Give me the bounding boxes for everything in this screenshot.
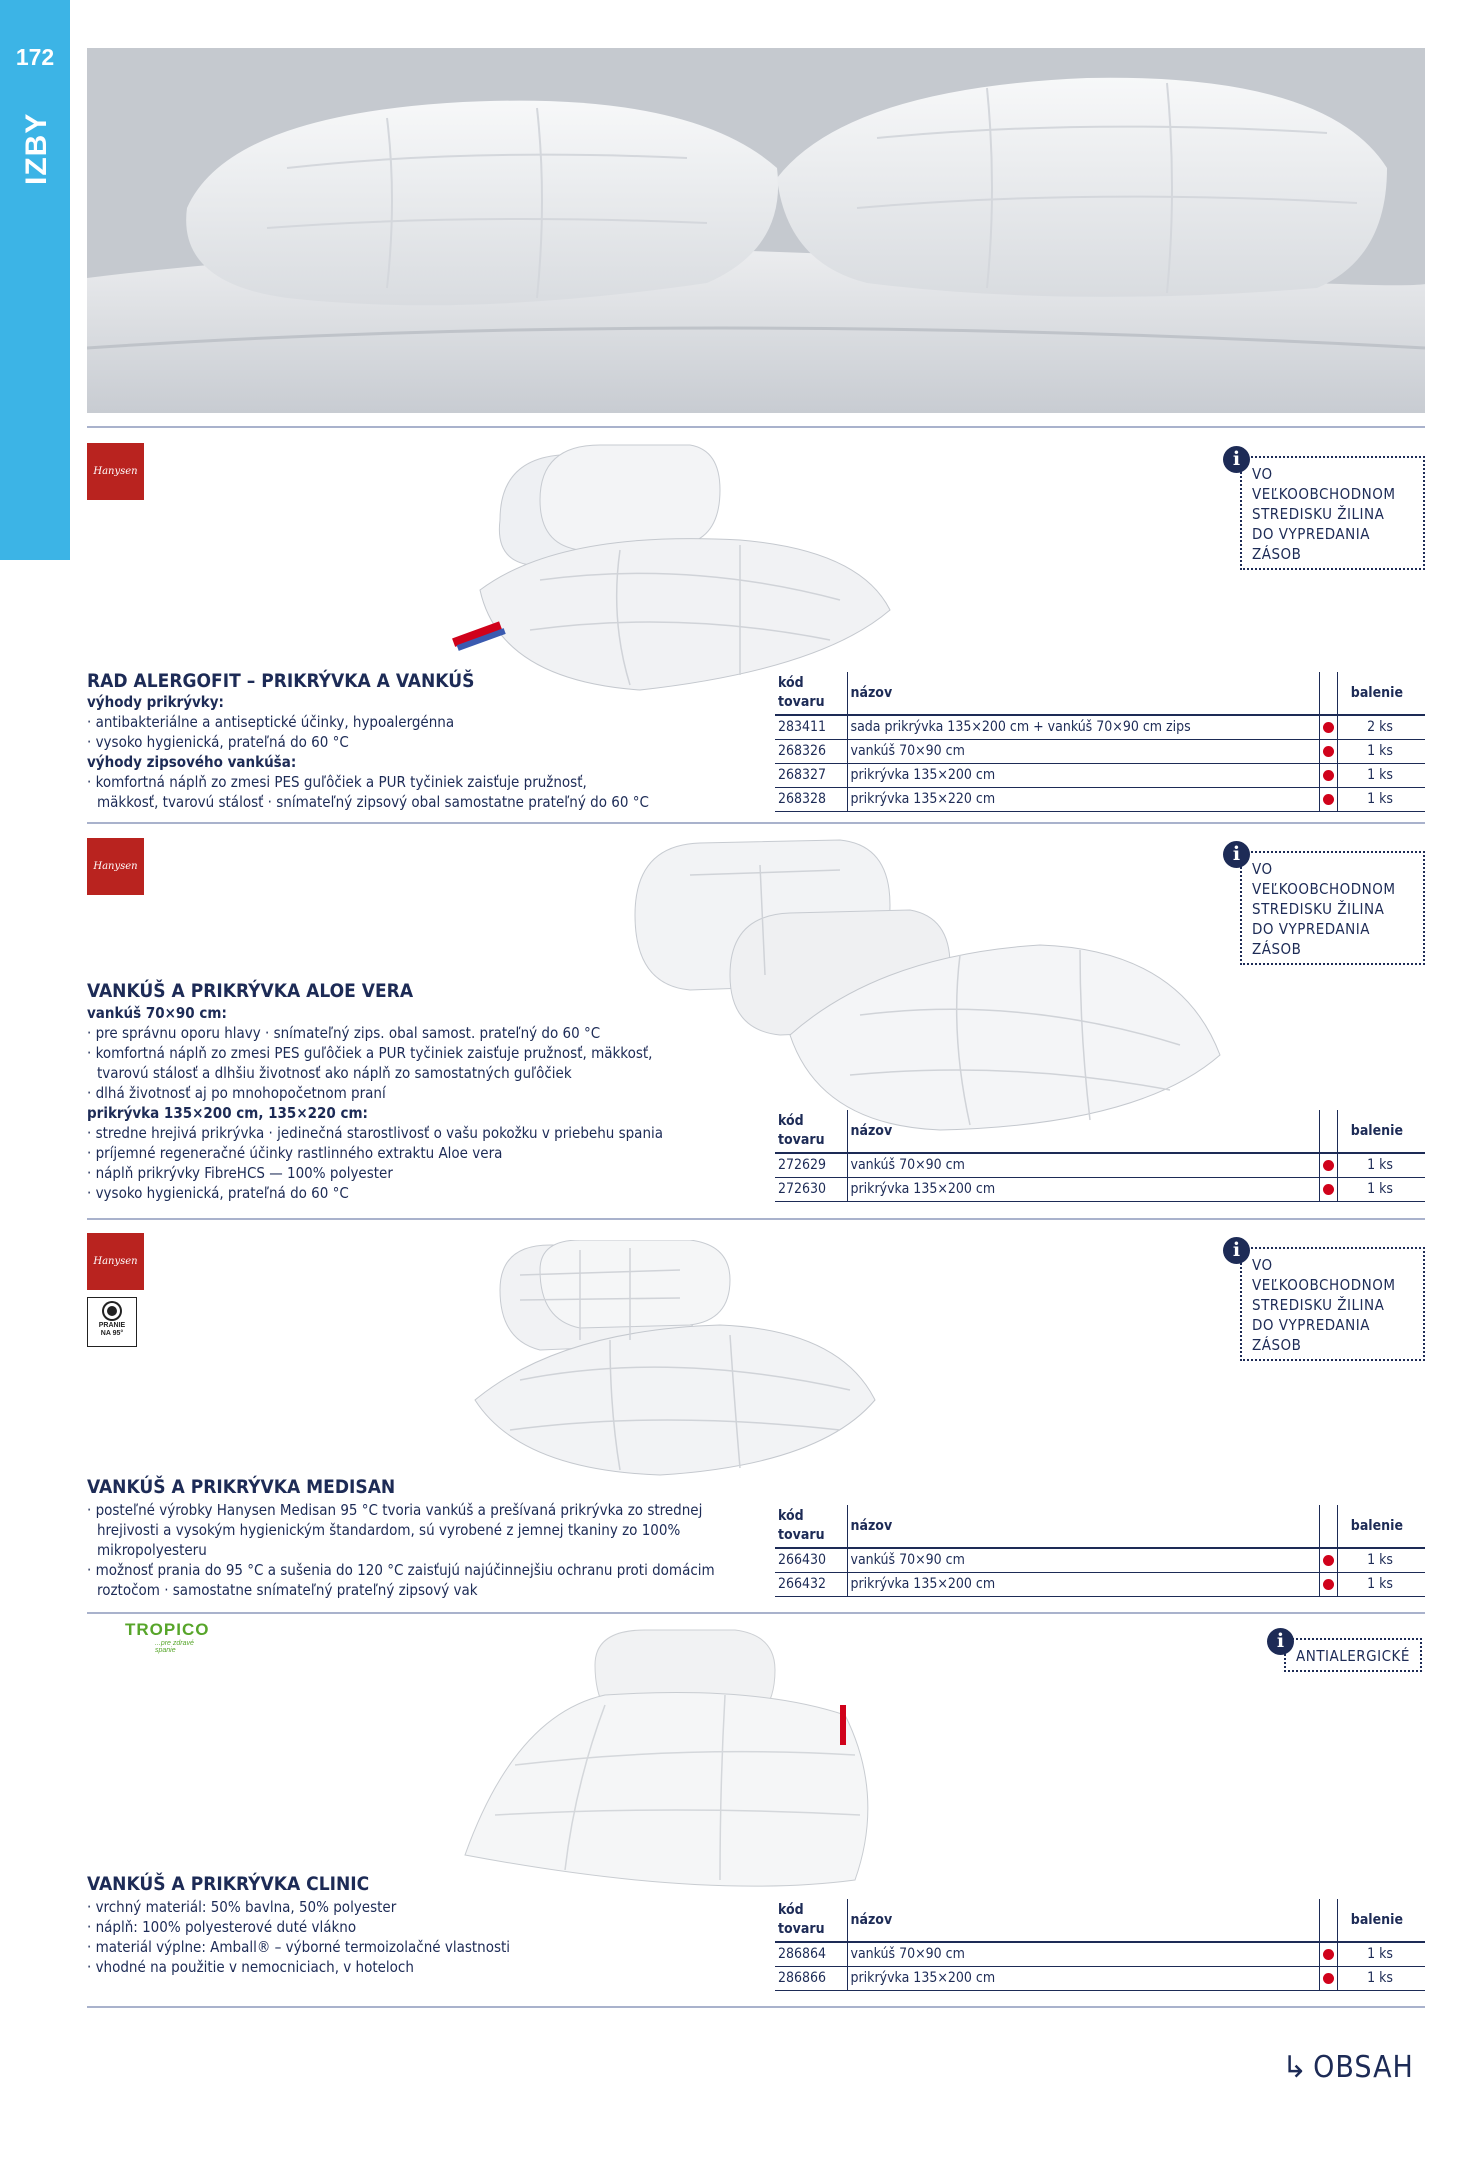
table-row: 272630 prikrývka 135×200 cm 1 ks [775, 1177, 1425, 1201]
product-title: VANKÚŠ A PRIKRÝVKA ALOE VERA [87, 980, 414, 1002]
section-side-tab [0, 0, 70, 560]
info-icon: i [1223, 841, 1250, 868]
table-row: 272629 vankúš 70×90 cm 1 ks [775, 1153, 1425, 1177]
availability-dot [1323, 770, 1334, 781]
section-divider [87, 1612, 1425, 1614]
section-divider [87, 2006, 1425, 2008]
info-icon: i [1223, 1237, 1250, 1264]
availability-dot [1323, 746, 1334, 757]
info-icon: i [1267, 1628, 1294, 1655]
product-title: VANKÚŠ A PRIKRÝVKA CLINIC [87, 1873, 370, 1895]
table-header-row: kód tovaru názov balenie [775, 1505, 1425, 1548]
availability-note: VO VEĽKOOBCHODNOM STREDISKU ŽILINA DO VYPREDANIA ZÁSOB [1240, 851, 1425, 965]
col-marker [1319, 672, 1337, 715]
availability-dot [1323, 794, 1334, 805]
availability-note: VO VEĽKOOBCHODNOM STREDISKU ŽILINA DO VYPREDANIA ZÁSOB [1240, 456, 1425, 570]
product-table [775, 1110, 1425, 1202]
product-table [775, 1505, 1425, 1597]
section-divider [87, 1218, 1425, 1220]
section-divider [87, 822, 1425, 824]
product-title: RAD ALERGOFIT – PRIKRÝVKA A VANKÚŠ [87, 670, 475, 692]
table-row: 268326 vankúš 70×90 cm 1 ks [775, 739, 1425, 763]
turn-arrow-icon: ↳ [1282, 2049, 1308, 2085]
table-row: 266432 prikrývka 135×200 cm 1 ks [775, 1572, 1425, 1596]
table-row: 283411 sada prikrývka 135×200 cm + vankúš 70×90 cm zips 2 ks [775, 715, 1425, 739]
col-pack: balenie [1337, 672, 1425, 715]
tropico-logo: TROPICO ...pre zdravé spanie [125, 1620, 210, 1654]
product-description: · posteľné výrobky Hanysen Medisan 95 °C tvoria vankúš a prešívaná prikrývka zo strednej hrejivosti a vysokým hygienickým štandardom, sú vyrobené z jemnej tkaniny zo 100% mikropolyesteru · možnosť prania do 95 °C a sušenia do 120 °C zaisťujú najúčinnejšiu ochranu proti domácim roztočom · samostatne snímateľný prateľný zipsový vak [87, 1501, 715, 1599]
availability-dot [1323, 1973, 1334, 1984]
table-header-row: kód tovaru názov balenie [775, 1110, 1425, 1153]
table-header-row [775, 672, 1425, 715]
product-image-alergofit [440, 440, 900, 700]
page-number: 172 [15, 44, 55, 70]
col-code: kód tovaru [775, 672, 847, 715]
section-label: IZBY [20, 112, 53, 185]
product-image-clinic [455, 1625, 885, 1900]
hero-bedding-photo [87, 48, 1425, 413]
availability-dot [1323, 1949, 1334, 1960]
table-row: 266430 vankúš 70×90 cm 1 ks [775, 1548, 1425, 1572]
col-name: názov [847, 672, 1319, 715]
product-description: · vrchný materiál: 50% bavlna, 50% polyester · náplň: 100% polyesterové duté vlákno · materiál výplne: Amball® – výborné termoizolačné vlastnosti · vhodné na použitie v nemocniciach, v hoteloch [87, 1898, 511, 1976]
info-icon: i [1223, 446, 1250, 473]
table-row: 286866 prikrývka 135×200 cm 1 ks [775, 1966, 1425, 1990]
wash-95-icon: PRANIE NA 95° [87, 1297, 137, 1347]
table-header-row: kód tovaru názov balenie [775, 1899, 1425, 1942]
availability-note: VO VEĽKOOBCHODNOM STREDISKU ŽILINA DO VYPREDANIA ZÁSOB [1240, 1247, 1425, 1361]
product-description: výhody prikrývky: · antibakteriálne a antiseptické účinky, hypoalergénna · vysoko hygienická, prateľná do 60 °C výhody zipsového vankúša: · komfortná náplň zo zmesi PES guľôčiek a PUR tyčiniek zaisťuje pružnosť, mäkkosť, tvarovú stálosť · snímateľný zipsový obal samostatne prateľný do 60 °C [87, 693, 649, 811]
hanysen-logo [87, 443, 144, 500]
product-image-medisan [460, 1240, 880, 1480]
availability-dot [1323, 1160, 1334, 1171]
product-title: VANKÚŠ A PRIKRÝVKA MEDISAN [87, 1476, 396, 1498]
availability-dot [1323, 1555, 1334, 1566]
brand-logo-text: Hanysen [93, 466, 138, 477]
contents-link-label: OBSAH [1313, 2050, 1414, 2085]
table-row: 268328 prikrývka 135×220 cm 1 ks [775, 787, 1425, 811]
availability-dot [1323, 1184, 1334, 1195]
availability-dot [1323, 1579, 1334, 1590]
antiallergic-note: ANTIALERGICKÉ [1284, 1638, 1422, 1672]
table-row: 268327 prikrývka 135×200 cm 1 ks [775, 763, 1425, 787]
table-row: 286864 vankúš 70×90 cm 1 ks [775, 1942, 1425, 1966]
availability-dot [1323, 722, 1334, 733]
hanysen-logo: Hanysen [87, 838, 144, 895]
section-divider [87, 426, 1425, 428]
contents-link[interactable] [1282, 2050, 1414, 2085]
product-table [775, 672, 1425, 812]
hanysen-logo: Hanysen [87, 1233, 144, 1290]
product-description: vankúš 70×90 cm: · pre správnu oporu hlavy · snímateľný zips. obal samost. prateľný do 60 °C · komfortná náplň zo zmesi PES guľôčiek a PUR tyčiniek zaisťuje pružnosť, mäkkosť, tvarovú stálosť a dlhšiu životnosť ako náplň zo samostatných guľôčiek · dlhá životnosť aj po mnohopočetnom praní prikrývka 135×200 cm, 135×220 cm: · stredne hrejivá prikrývka · jedinečná starostlivosť o vašu pokožku v priebehu spania · príjemné regeneračné účinky rastlinného extraktu Aloe vera · náplň prikrývky FibreHCS — 100% polyester · vysoko hygienická, prateľná do 60 °C [87, 1004, 664, 1202]
product-table [775, 1899, 1425, 1991]
